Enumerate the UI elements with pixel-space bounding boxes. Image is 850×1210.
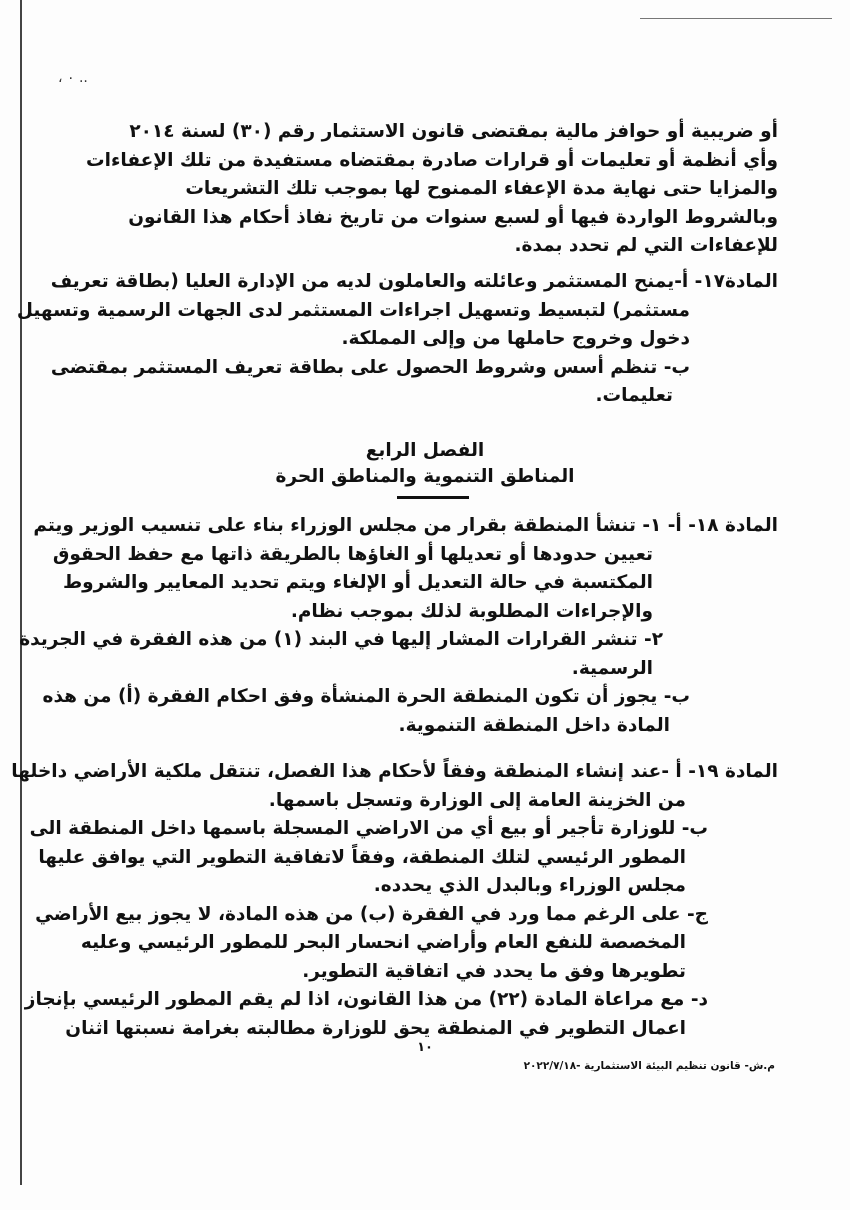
article-19 [11,758,778,1043]
text-line: ٢- تنشر القرارات المشار إليها في البند (١) من هذه الفقرة في الجريدة [19,629,663,650]
chapter-subtitle: المناطق التنموية والمناطق الحرة [275,466,575,487]
text-line: المادة داخل المنطقة التنموية. [398,714,670,736]
intro-paragraph [86,118,778,261]
text-line: وبالشروط الواردة فيها أو لسبع سنوات من تاريخ نفاذ أحكام هذا القانون [128,206,778,228]
text-line: ب- يجوز أن تكون المنطقة الحرة المنشأة وفق احكام الفقرة (أ) من هذه [42,686,690,707]
scan-specks: ، ٠ .. [58,70,88,86]
text-line: والإجراءات المطلوبة لذلك بموجب نظام. [290,600,653,622]
text-line: المخصصة للنفع العام وأراضي انحسار البحر للمطور الرئيسي وعليه [80,932,686,953]
text-line: للإعفاءات التي لم تحدد بمدة. [514,235,778,256]
text-line: تعليمات. [595,385,673,406]
text-line: والمزايا حتى نهاية مدة الإعفاء الممنوح لها بموجب تلك التشريعات [185,178,778,199]
text-line: تطويرها وفق ما يحدد في اتفاقية التطوير. [302,960,686,982]
text-line: مجلس الوزراء وبالبدل الذي يحدده. [373,875,686,896]
text-line: ب- للوزارة تأجير أو بيع أي من الاراضي المسجلة باسمها داخل المنطقة الى [29,818,708,839]
text-line: وأي أنظمة أو تعليمات أو قرارات صادرة بمقتضاه مستفيدة من تلك الإعفاءات [86,149,778,171]
article-18 [19,512,778,740]
text-line: تعيين حدودها أو تعديلها أو الغاؤها بالطريقة ذاتها مع حفظ الحقوق [52,543,653,565]
text-line: مستثمر) لتبسيط وتسهيل اجراءات المستثمر لدى الجهات الرسمية وتسهيل [16,299,690,321]
text-line: المكتسبة في حالة التعديل أو الإلغاء ويتم تحديد المعايير والشروط [62,572,653,593]
text-line: د- مع مراعاة المادة (٢٢) من هذا القانون، اذا لم يقم المطور الرئيسي بإنجاز [24,989,708,1010]
scan-edge-line [20,0,22,1185]
text-line: من الخزينة العامة إلى الوزارة وتسجل باسمها. [268,789,686,811]
text-line: الرسمية. [571,657,653,679]
text-line: اعمال التطوير في المنطقة يحق للوزارة مطالبته بغرامة نسبتها اثنان [65,1017,686,1039]
text-line: المطور الرئيسي لتلك المنطقة، وفقاً لاتفاقية التطوير التي يوافق عليها [38,846,686,868]
text-line: ج- على الرغم مما ورد في الفقرة (ب) من هذه المادة، لا يجوز بيع الأراضي [35,903,708,925]
text-line: أو ضريبية أو حوافز مالية بمقتضى قانون الاستثمار رقم (٣٠) لسنة ٢٠١٤ [129,121,778,142]
scan-top-line [640,18,832,19]
text-line: المادة١٧- أ-يمنح المستثمر وعائلته والعاملون لديه من الإدارة العليا (بطاقة تعريف [50,271,778,292]
chapter-title: الفصل الرابع [365,440,485,461]
footer-reference: م.ش- قانون تنظيم البيئة الاستثمارية -٢٠٢٢/٧/١٨ [523,1060,775,1072]
article-17 [16,268,778,411]
text-line: المادة ١٨- أ- ١- تنشأ المنطقة بقرار من مجلس الوزراء بناء على تنسيب الوزير ويتم [33,515,778,536]
chapter-divider [397,496,469,499]
text-line: دخول وخروج حاملها من وإلى المملكة. [341,328,690,349]
text-line: المادة ١٩- أ -عند إنشاء المنطقة وفقاً لأحكام هذا الفصل، تنتقل ملكية الأراضي داخلها [11,761,778,782]
page-number: ١٠ [417,1040,433,1055]
text-line: ب- تنظم أسس وشروط الحصول على بطاقة تعريف المستثمر بمقتضى [50,356,690,378]
